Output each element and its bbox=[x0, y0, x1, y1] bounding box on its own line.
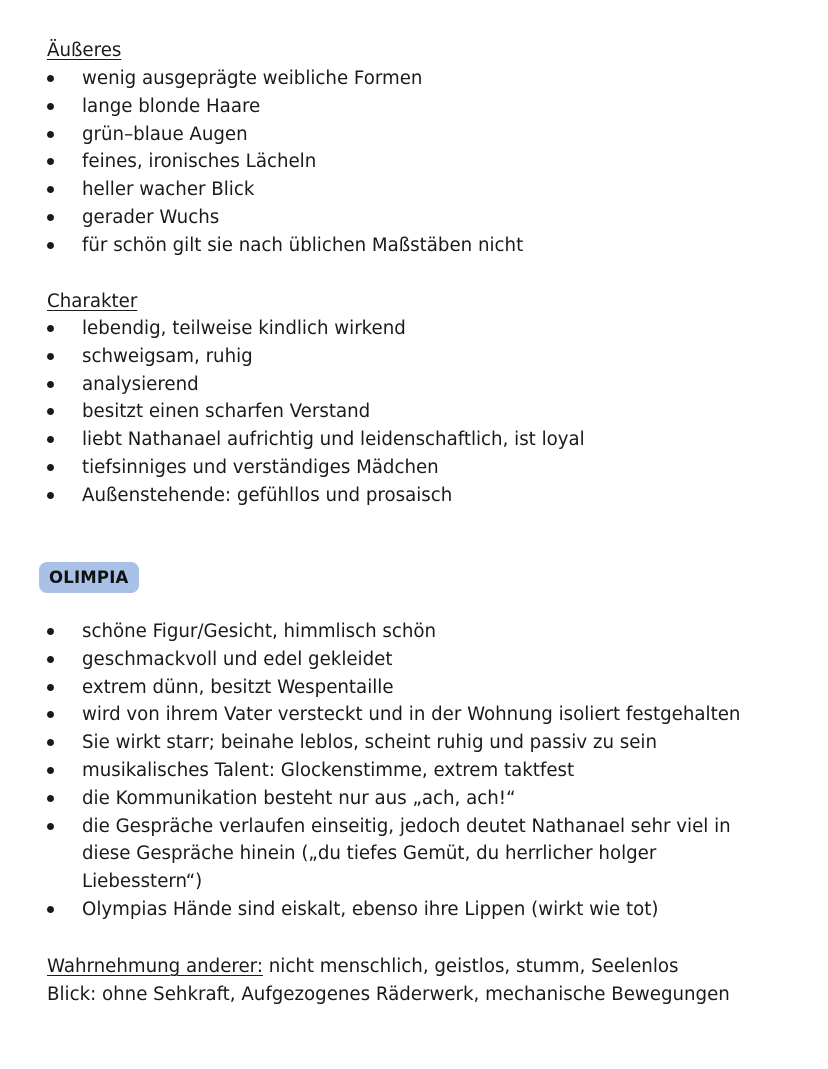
bullet-icon bbox=[47, 628, 54, 635]
list-item: gerader Wuchs bbox=[0, 204, 828, 232]
list-item: analysierend bbox=[0, 371, 828, 399]
gaze-line: Blick: ohne Sehkraft, Aufgezogenes Räderwerk, mechanische Bewegungen bbox=[47, 984, 730, 1005]
bullet-icon bbox=[47, 492, 54, 499]
bullet-icon bbox=[47, 739, 54, 746]
list-item: für schön gilt sie nach üblichen Maßstäben nicht bbox=[0, 232, 828, 260]
bullet-icon bbox=[47, 186, 54, 193]
list-olimpia bbox=[0, 618, 828, 924]
list-item: tiefsinniges und verständiges Mädchen bbox=[0, 454, 828, 482]
bullet-icon bbox=[47, 131, 54, 138]
bullet-icon bbox=[47, 767, 54, 774]
list-item: liebt Nathanael aufrichtig und leidenschaftlich, ist loyal bbox=[0, 426, 828, 454]
list-item: grün–blaue Augen bbox=[0, 121, 828, 149]
list-item: wird von ihrem Vater versteckt und in der Wohnung isoliert festgehalten bbox=[0, 701, 828, 729]
list-item: die Gespräche verlaufen einseitig, jedoch deutet Nathanael sehr viel in diese Gespräche hinein („du tiefes Gemüt, du herrlicher holger Liebesstern“) bbox=[0, 813, 828, 896]
list-item: wenig ausgeprägte weibliche Formen bbox=[0, 65, 828, 93]
list-item: heller wacher Blick bbox=[0, 176, 828, 204]
list-item: Sie wirkt starr; beinahe leblos, scheint ruhig und passiv zu sein bbox=[0, 729, 828, 757]
bullet-icon bbox=[47, 436, 54, 443]
heading-aeusseres: Äußeres bbox=[47, 40, 122, 61]
bullet-icon bbox=[47, 242, 54, 249]
bullet-icon bbox=[47, 464, 54, 471]
list-item: schweigsam, ruhig bbox=[0, 343, 828, 371]
bullet-icon bbox=[47, 75, 54, 82]
list-item: Außenstehende: gefühllos und prosaisch bbox=[0, 482, 828, 510]
bullet-icon bbox=[47, 823, 54, 830]
bullet-icon bbox=[47, 906, 54, 913]
bullet-icon bbox=[47, 711, 54, 718]
bullet-icon bbox=[47, 353, 54, 360]
heading-charakter: Charakter bbox=[47, 291, 138, 312]
bullet-icon bbox=[47, 325, 54, 332]
perception-text: nicht menschlich, geistlos, stumm, Seelenlos bbox=[262, 956, 679, 977]
list-item: musikalisches Talent: Glockenstimme, extrem taktfest bbox=[0, 757, 828, 785]
list-aeusseres bbox=[0, 65, 828, 260]
bullet-icon bbox=[47, 214, 54, 221]
list-item: Olympias Hände sind eiskalt, ebenso ihre Lippen (wirkt wie tot) bbox=[0, 896, 828, 924]
list-item: besitzt einen scharfen Verstand bbox=[0, 398, 828, 426]
list-item: die Kommunikation besteht nur aus „ach, ach!“ bbox=[0, 785, 828, 813]
list-item: geschmackvoll und edel gekleidet bbox=[0, 646, 828, 674]
section-badge-olimpia: OLIMPIA bbox=[39, 562, 139, 593]
list-item: lange blonde Haare bbox=[0, 93, 828, 121]
perception-line bbox=[47, 953, 678, 981]
perception-label: Wahrnehmung anderer: bbox=[47, 956, 263, 977]
bullet-icon bbox=[47, 408, 54, 415]
bullet-icon bbox=[47, 656, 54, 663]
bullet-icon bbox=[47, 795, 54, 802]
list-item: lebendig, teilweise kindlich wirkend bbox=[0, 315, 828, 343]
bullet-icon bbox=[47, 103, 54, 110]
bullet-icon bbox=[47, 684, 54, 691]
list-charakter bbox=[0, 315, 828, 510]
list-item: feines, ironisches Lächeln bbox=[0, 148, 828, 176]
list-item: schöne Figur/Gesicht, himmlisch schön bbox=[0, 618, 828, 646]
bullet-icon bbox=[47, 158, 54, 165]
bullet-icon bbox=[47, 381, 54, 388]
list-item: extrem dünn, besitzt Wespentaille bbox=[0, 674, 828, 702]
